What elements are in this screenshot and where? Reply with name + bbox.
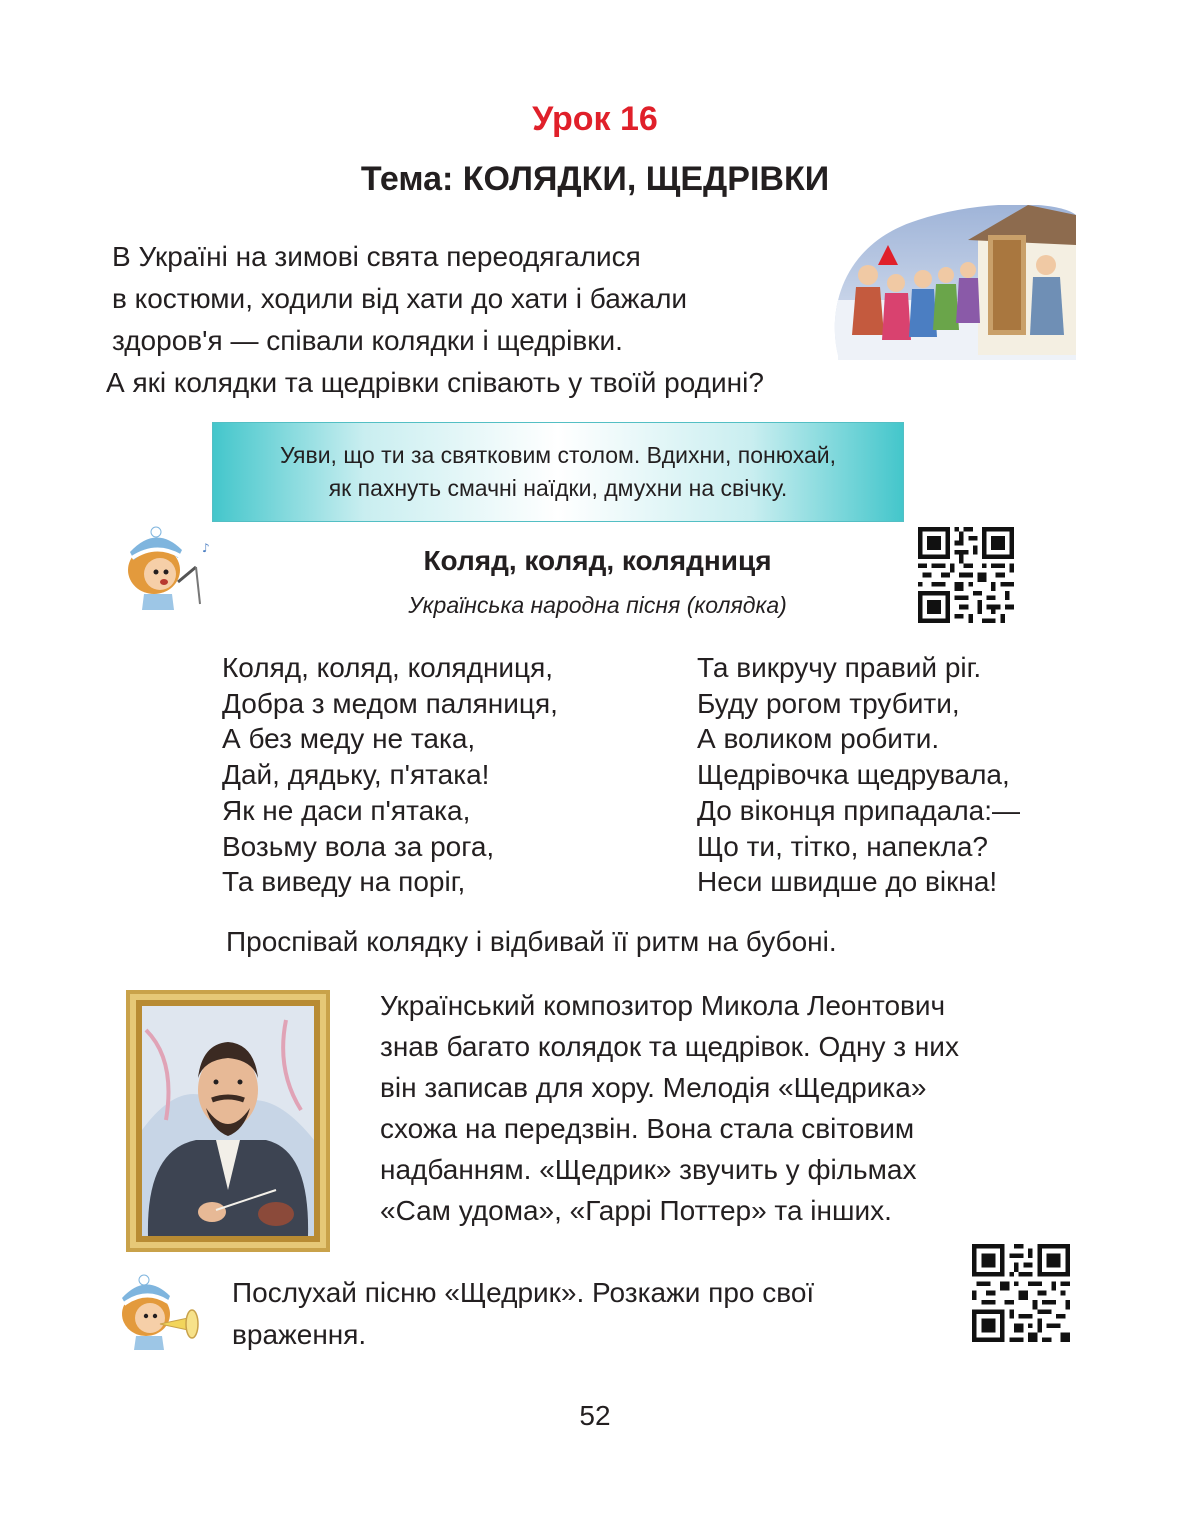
lyric-line: Що ти, тітко, напекла? bbox=[697, 830, 989, 862]
callout-line: Уяви, що ти за святковим столом. Вдихни, понюхай, bbox=[279, 442, 837, 468]
instruction-sing: Проспівай колядку і відбивай її ритм на бубоні. bbox=[226, 926, 837, 957]
instruction-listen bbox=[232, 1272, 932, 1356]
lyric-line: А без меду не така, bbox=[222, 723, 476, 755]
lyrics-left-column bbox=[222, 650, 558, 900]
lesson-title: Урок 16 bbox=[532, 100, 658, 138]
singing-child-icon bbox=[116, 522, 216, 614]
lyric-line: Щедрівочка щедрувала, bbox=[697, 759, 1010, 791]
bio-line: знав багато колядок та щедрівок. Одну з них bbox=[380, 1031, 959, 1062]
page-number: 52 bbox=[579, 1400, 611, 1431]
lyric-line: Возьму вола за рога, bbox=[222, 830, 495, 862]
intro-line: в костюми, ходили від хати до хати і бажали bbox=[112, 283, 688, 314]
bio-line: Український композитор Микола Леонтович bbox=[380, 990, 946, 1021]
lyric-line: Та викручу правий ріг. bbox=[697, 652, 982, 683]
lyric-line: А воликом робити. bbox=[697, 723, 940, 755]
intro-line: здоров'я — співали колядки і щедрівки. bbox=[112, 325, 623, 356]
composer-bio bbox=[380, 985, 1080, 1231]
qr-code-icon[interactable] bbox=[918, 527, 1014, 623]
instruction-line: Послухай пісню «Щедрик». Розкажи про свої bbox=[232, 1277, 815, 1308]
intro-paragraph bbox=[106, 236, 832, 404]
intro-line: В Україні на зимові свята переодягалися bbox=[112, 241, 641, 272]
bio-line: схожа на передзвін. Вона стала світовим bbox=[380, 1113, 915, 1144]
lyric-line: Як не даси п'ятака, bbox=[222, 794, 471, 826]
trumpet-child-icon bbox=[112, 1272, 208, 1352]
imagine-callout bbox=[212, 422, 904, 522]
svg-text:♪: ♪ bbox=[202, 541, 210, 555]
lyrics-right-column bbox=[697, 650, 1020, 900]
carolers-illustration bbox=[828, 205, 1076, 360]
topic-title: Тема: КОЛЯДКИ, ЩЕДРІВКИ bbox=[360, 160, 830, 198]
song-title: Коляд, коляд, колядниця bbox=[423, 545, 772, 576]
lyric-line: Добра з медом паляниця, bbox=[222, 687, 558, 719]
lyric-line: Неси швидше до вікна! bbox=[697, 866, 998, 898]
song-subtitle: Українська народна пісня (колядка) bbox=[408, 592, 787, 618]
bio-line: він записав для хору. Мелодія «Щедрика» bbox=[380, 1072, 927, 1103]
lyric-line: Коляд, коляд, колядниця, bbox=[222, 652, 554, 683]
lyric-line: Буду рогом трубити, bbox=[697, 687, 960, 719]
lyric-line: Дай, дядьку, п'ятака! bbox=[222, 759, 490, 791]
instruction-line: враження. bbox=[232, 1319, 367, 1350]
intro-question: А які колядки та щедрівки співають у твоїй родині? bbox=[106, 367, 764, 398]
lyric-line: Та виведу на поріг, bbox=[222, 866, 466, 898]
lyric-line: До віконця припадала:— bbox=[697, 794, 1021, 826]
leontovych-portrait bbox=[126, 990, 330, 1252]
callout-line: як пахнуть смачні наїдки, дмухни на свічку. bbox=[328, 475, 788, 501]
bio-line: надбанням. «Щедрик» звучить у фільмах bbox=[380, 1154, 917, 1185]
bio-line: «Сам удома», «Гаррі Поттер» та інших. bbox=[380, 1195, 892, 1226]
qr-code-icon[interactable] bbox=[972, 1244, 1070, 1342]
